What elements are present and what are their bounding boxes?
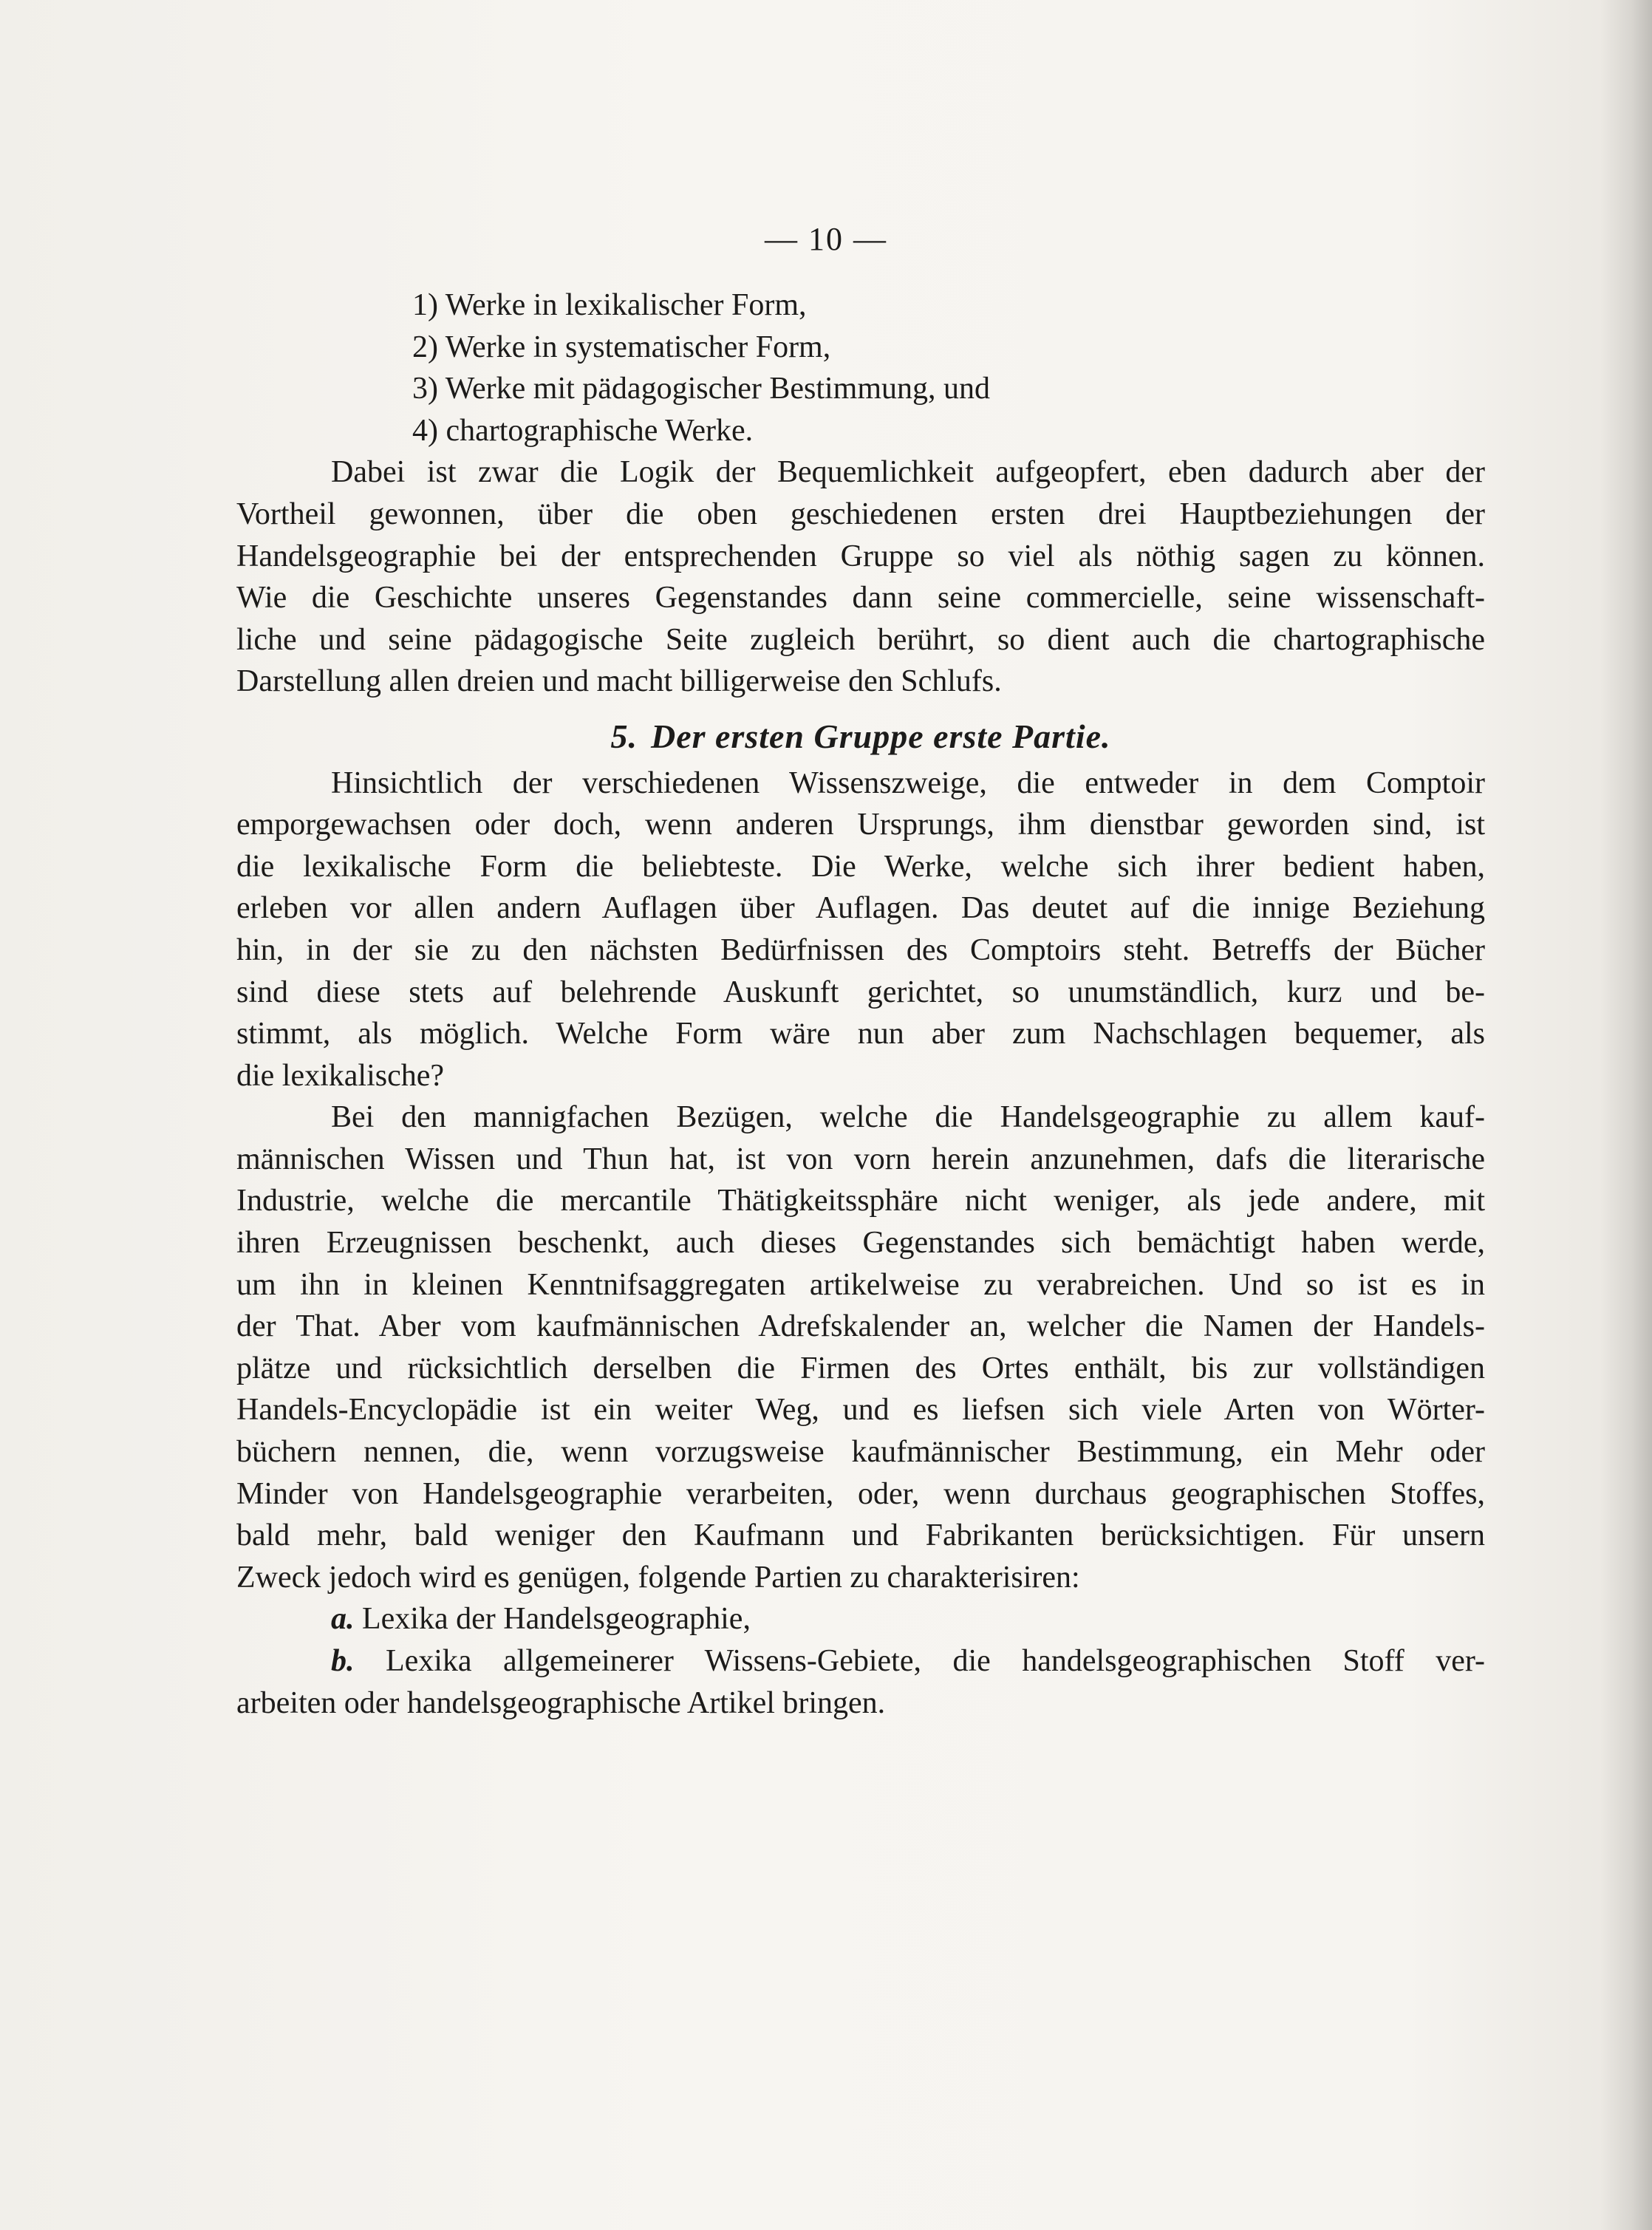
sub-item-a: [236, 1598, 1485, 1640]
sub-item-b: [236, 1640, 1485, 1682]
binding-shadow: [1600, 0, 1652, 2230]
enumeration-list: [236, 284, 1485, 451]
text-line: Darstellung allen dreien und macht billigerweise den Schlufs.: [236, 664, 1002, 699]
text-line: Handelsgeographie bei der entsprechenden Gruppe so viel als nöthig sagen zu können.: [236, 539, 1485, 573]
section-heading: [236, 716, 1485, 758]
section-number: 5.: [610, 717, 638, 755]
text-line: büchern nennen, die, wenn vorzugsweise kaufmännischer Bestimmung, ein Mehr oder: [236, 1435, 1485, 1470]
section-title: Der ersten Gruppe erste Partie.: [650, 717, 1111, 755]
paragraph-2: [236, 763, 1485, 1097]
enumeration-item: 4) chartographische Werke.: [412, 413, 754, 448]
enumeration-item: 1) Werke in lexikalischer Form,: [412, 288, 807, 322]
text-line: Zweck jedoch wird es genügen, folgende Partien zu charakterisiren:: [236, 1560, 1080, 1595]
text-block: [236, 284, 1485, 1724]
text-line: stimmt, als möglich. Welche Form wäre nun aber zum Nachschlagen bequemer, als: [236, 1017, 1485, 1051]
page-number: — 10 —: [765, 221, 887, 257]
text-line: Minder von Handelsgeographie verarbeiten, oder, wenn durchaus geographischen Stoffes,: [236, 1476, 1485, 1511]
text-line: Wie die Geschichte unseres Gegenstandes dann seine commercielle, seine wissenschaft-: [236, 581, 1485, 616]
paragraph-3: [236, 1097, 1485, 1598]
sub-item-text: Lexika allgemeinerer Wissens-Gebiete, die handelsgeographischen Stoff ver-: [385, 1644, 1486, 1678]
text-line: bald mehr, bald weniger den Kaufmann und Fabrikanten berücksichtigen. Für unsern: [236, 1518, 1485, 1553]
enumeration-item: 2) Werke in systematischer Form,: [412, 330, 831, 364]
sub-item-letter: a.: [331, 1602, 355, 1637]
text-line: Industrie, welche die mercantile Thätigkeitssphäre nicht weniger, als jede andere, mit: [236, 1184, 1485, 1218]
sub-item-text: Lexika der Handelsgeographie,: [362, 1602, 751, 1637]
text-line: sind diese stets auf belehrende Auskunft gerichtet, so unumständlich, kurz und be-: [236, 975, 1485, 1009]
text-line: der That. Aber vom kaufmännischen Adrefskalender an, welcher die Namen der Handels-: [236, 1309, 1485, 1344]
text-line: Bei den mannigfachen Bezügen, welche die Handelsgeographie zu allem kauf-: [331, 1100, 1485, 1135]
text-line: die lexikalische?: [236, 1058, 445, 1093]
text-line: Dabei ist zwar die Logik der Bequemlichkeit aufgeopfert, eben dadurch aber der: [331, 455, 1485, 490]
text-line: Vortheil gewonnen, über die oben geschiedenen ersten drei Hauptbeziehungen der: [236, 497, 1485, 531]
text-line: männischen Wissen und Thun hat, ist von vorn herein anzunehmen, dafs die literarische: [236, 1142, 1485, 1176]
text-line: arbeiten oder handelsgeographische Artikel bringen.: [236, 1685, 886, 1720]
paragraph-1: [236, 451, 1485, 703]
text-line: ihren Erzeugnissen beschenkt, auch dieses Gegenstandes sich bemächtigt haben werde,: [236, 1226, 1485, 1261]
text-line: die lexikalische Form die beliebteste. Die Werke, welche sich ihrer bedient haben,: [236, 849, 1485, 884]
enumeration-item: 3) Werke mit pädagogischer Bestimmung, und: [412, 372, 991, 406]
text-line: emporgewachsen oder doch, wenn anderen Ursprungs, ihm dienstbar geworden sind, ist: [236, 808, 1485, 842]
sub-item-letter: b.: [331, 1644, 355, 1678]
sub-item-list: [236, 1598, 1485, 1724]
text-line: hin, in der sie zu den nächsten Bedürfnissen des Comptoirs steht. Betreffs der Bücher: [236, 932, 1485, 967]
text-line: Hinsichtlich der verschiedenen Wissenszweige, die entweder in dem Comptoir: [331, 766, 1485, 800]
text-line: Handels-Encyclopädie ist ein weiter Weg, und es liefsen sich viele Arten von Wörter-: [236, 1393, 1485, 1428]
text-line: plätze und rücksichtlich derselben die Firmen des Ortes enthält, bis zur vollständigen: [236, 1351, 1485, 1385]
text-line: erleben vor allen andern Auflagen über Auflagen. Das deutet auf die innige Beziehung: [236, 891, 1485, 926]
text-line: um ihn in kleinen Kenntnifsaggregaten artikelweise zu verabreichen. Und so ist es in: [236, 1267, 1485, 1302]
text-line: liche und seine pädagogische Seite zugleich berührt, so dient auch die chartographische: [236, 622, 1485, 657]
